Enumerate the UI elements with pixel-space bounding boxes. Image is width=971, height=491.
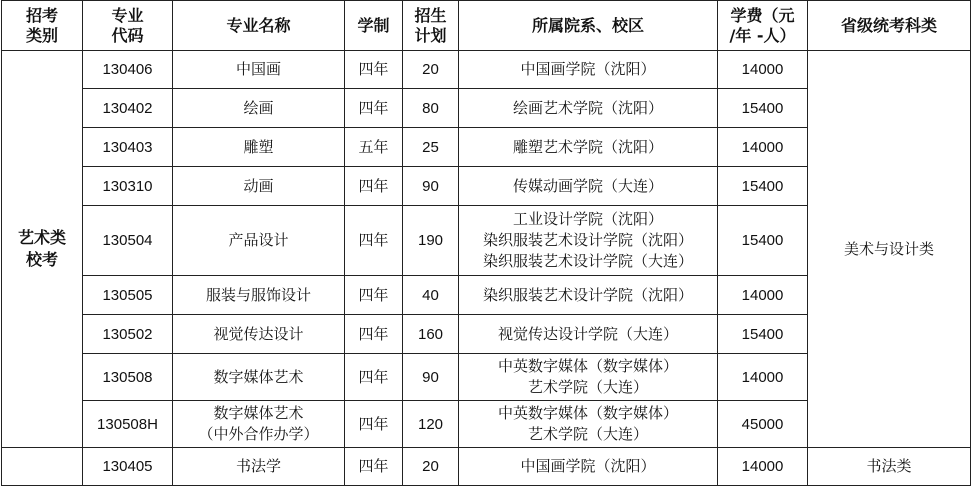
fee-cell: 15400 [718,89,808,128]
name-cell [173,315,345,354]
text-line: （中外合作办学） [198,425,319,443]
code-cell: 130504 [83,206,173,276]
header-name: 专业名称 [173,1,345,51]
duration-cell: 四年 [345,276,403,315]
fee-cell: 14000 [718,51,808,89]
code-cell: 130508H [83,401,173,448]
name-cell [173,354,345,401]
plan-cell: 20 [403,51,459,89]
text-line: 书法学 [235,457,281,475]
duration-cell: 四年 [345,167,403,206]
college-cell [459,276,718,315]
header-duration: 学制 [345,1,403,51]
header-subject-type: 省级统考科类 [808,1,971,51]
code-cell: 130402 [83,89,173,128]
code-cell: 130406 [83,51,173,89]
college-cell [459,401,718,448]
code-cell: 130508 [83,354,173,401]
header-category: 招考 类别 [2,1,83,51]
text-line: 数字媒体艺术 [213,404,304,422]
text-line: 中英数字媒体（数字媒体） [497,357,678,375]
name-cell [173,167,345,206]
name-cell [173,128,345,167]
duration-cell: 五年 [345,128,403,167]
header-plan: 招生 计划 [403,1,459,51]
text-line: 雕塑艺术学院（沈阳） [512,137,663,156]
code-cell: 130405 [83,448,173,486]
text-line: 视觉传达设计 [213,324,304,343]
plan-cell: 80 [403,89,459,128]
college-cell [459,89,718,128]
college-cell [459,167,718,206]
subject-type-cell: 书法类 [808,448,971,486]
code-cell: 130403 [83,128,173,167]
text-line: 服装与服饰设计 [205,285,311,304]
name-cell [173,206,345,276]
duration-cell: 四年 [345,89,403,128]
text-line: 艺术学院（大连） [527,425,648,443]
header-row [2,1,971,51]
fee-cell: 14000 [718,448,808,486]
name-cell [173,89,345,128]
text-line: 雕塑 [243,137,274,156]
plan-cell: 120 [403,401,459,448]
plan-cell: 20 [403,448,459,486]
duration-cell: 四年 [345,315,403,354]
code-cell: 130310 [83,167,173,206]
text-line: 工业设计学院（沈阳） [512,210,663,228]
plan-cell: 90 [403,354,459,401]
college-cell [459,448,718,486]
subject-type-cell: 美术与设计类 [808,51,971,448]
text-line: 中国画学院（沈阳） [520,457,656,475]
fee-cell: 14000 [718,276,808,315]
plan-cell: 190 [403,206,459,276]
name-cell [173,51,345,89]
text-line: 染织服装艺术设计学院（大连） [482,252,693,270]
college-cell [459,315,718,354]
text-line: 艺术类 [17,228,66,247]
text-line: 中英数字媒体（数字媒体） [497,404,678,422]
category-cell-empty [2,448,83,486]
fee-cell: 15400 [718,315,808,354]
table-row [2,448,971,486]
fee-cell: 15400 [718,206,808,276]
fee-cell: 15400 [718,167,808,206]
header-fee: 学费（元 /年 -人） [718,1,808,51]
college-cell [459,354,718,401]
text-line: 动画 [243,176,274,195]
header-code: 专业 代码 [83,1,173,51]
table-row [2,51,971,89]
text-line: 传媒动画学院（大连） [512,176,663,195]
text-line: 染织服装艺术设计学院（沈阳） [482,285,693,304]
text-line: 绘画艺术学院（沈阳） [512,98,663,117]
college-cell [459,128,718,167]
college-cell [459,206,718,276]
text-line: 艺术学院（大连） [527,378,648,396]
name-cell [173,448,345,486]
plan-cell: 25 [403,128,459,167]
plan-cell: 160 [403,315,459,354]
college-cell [459,51,718,89]
text-line: 染织服装艺术设计学院（沈阳） [482,231,693,249]
text-line: 中国画学院（沈阳） [520,60,656,78]
fee-cell: 14000 [718,354,808,401]
category-cell [2,51,83,448]
name-cell [173,276,345,315]
duration-cell: 四年 [345,354,403,401]
text-line: 产品设计 [228,231,289,249]
duration-cell: 四年 [345,206,403,276]
header-college: 所属院系、校区 [459,1,718,51]
duration-cell: 四年 [345,401,403,448]
duration-cell: 四年 [345,448,403,486]
plan-cell: 90 [403,167,459,206]
text-line: 中国画 [235,60,281,78]
text-line: 校考 [25,250,58,269]
duration-cell: 四年 [345,51,403,89]
admissions-table [1,0,971,486]
text-line: 绘画 [243,98,274,117]
code-cell: 130502 [83,315,173,354]
plan-cell: 40 [403,276,459,315]
name-cell [173,401,345,448]
text-line: 数字媒体艺术 [213,367,304,386]
text-line: 视觉传达设计学院（大连） [497,324,678,343]
table-body [2,51,971,486]
code-cell: 130505 [83,276,173,315]
fee-cell: 14000 [718,128,808,167]
fee-cell: 45000 [718,401,808,448]
